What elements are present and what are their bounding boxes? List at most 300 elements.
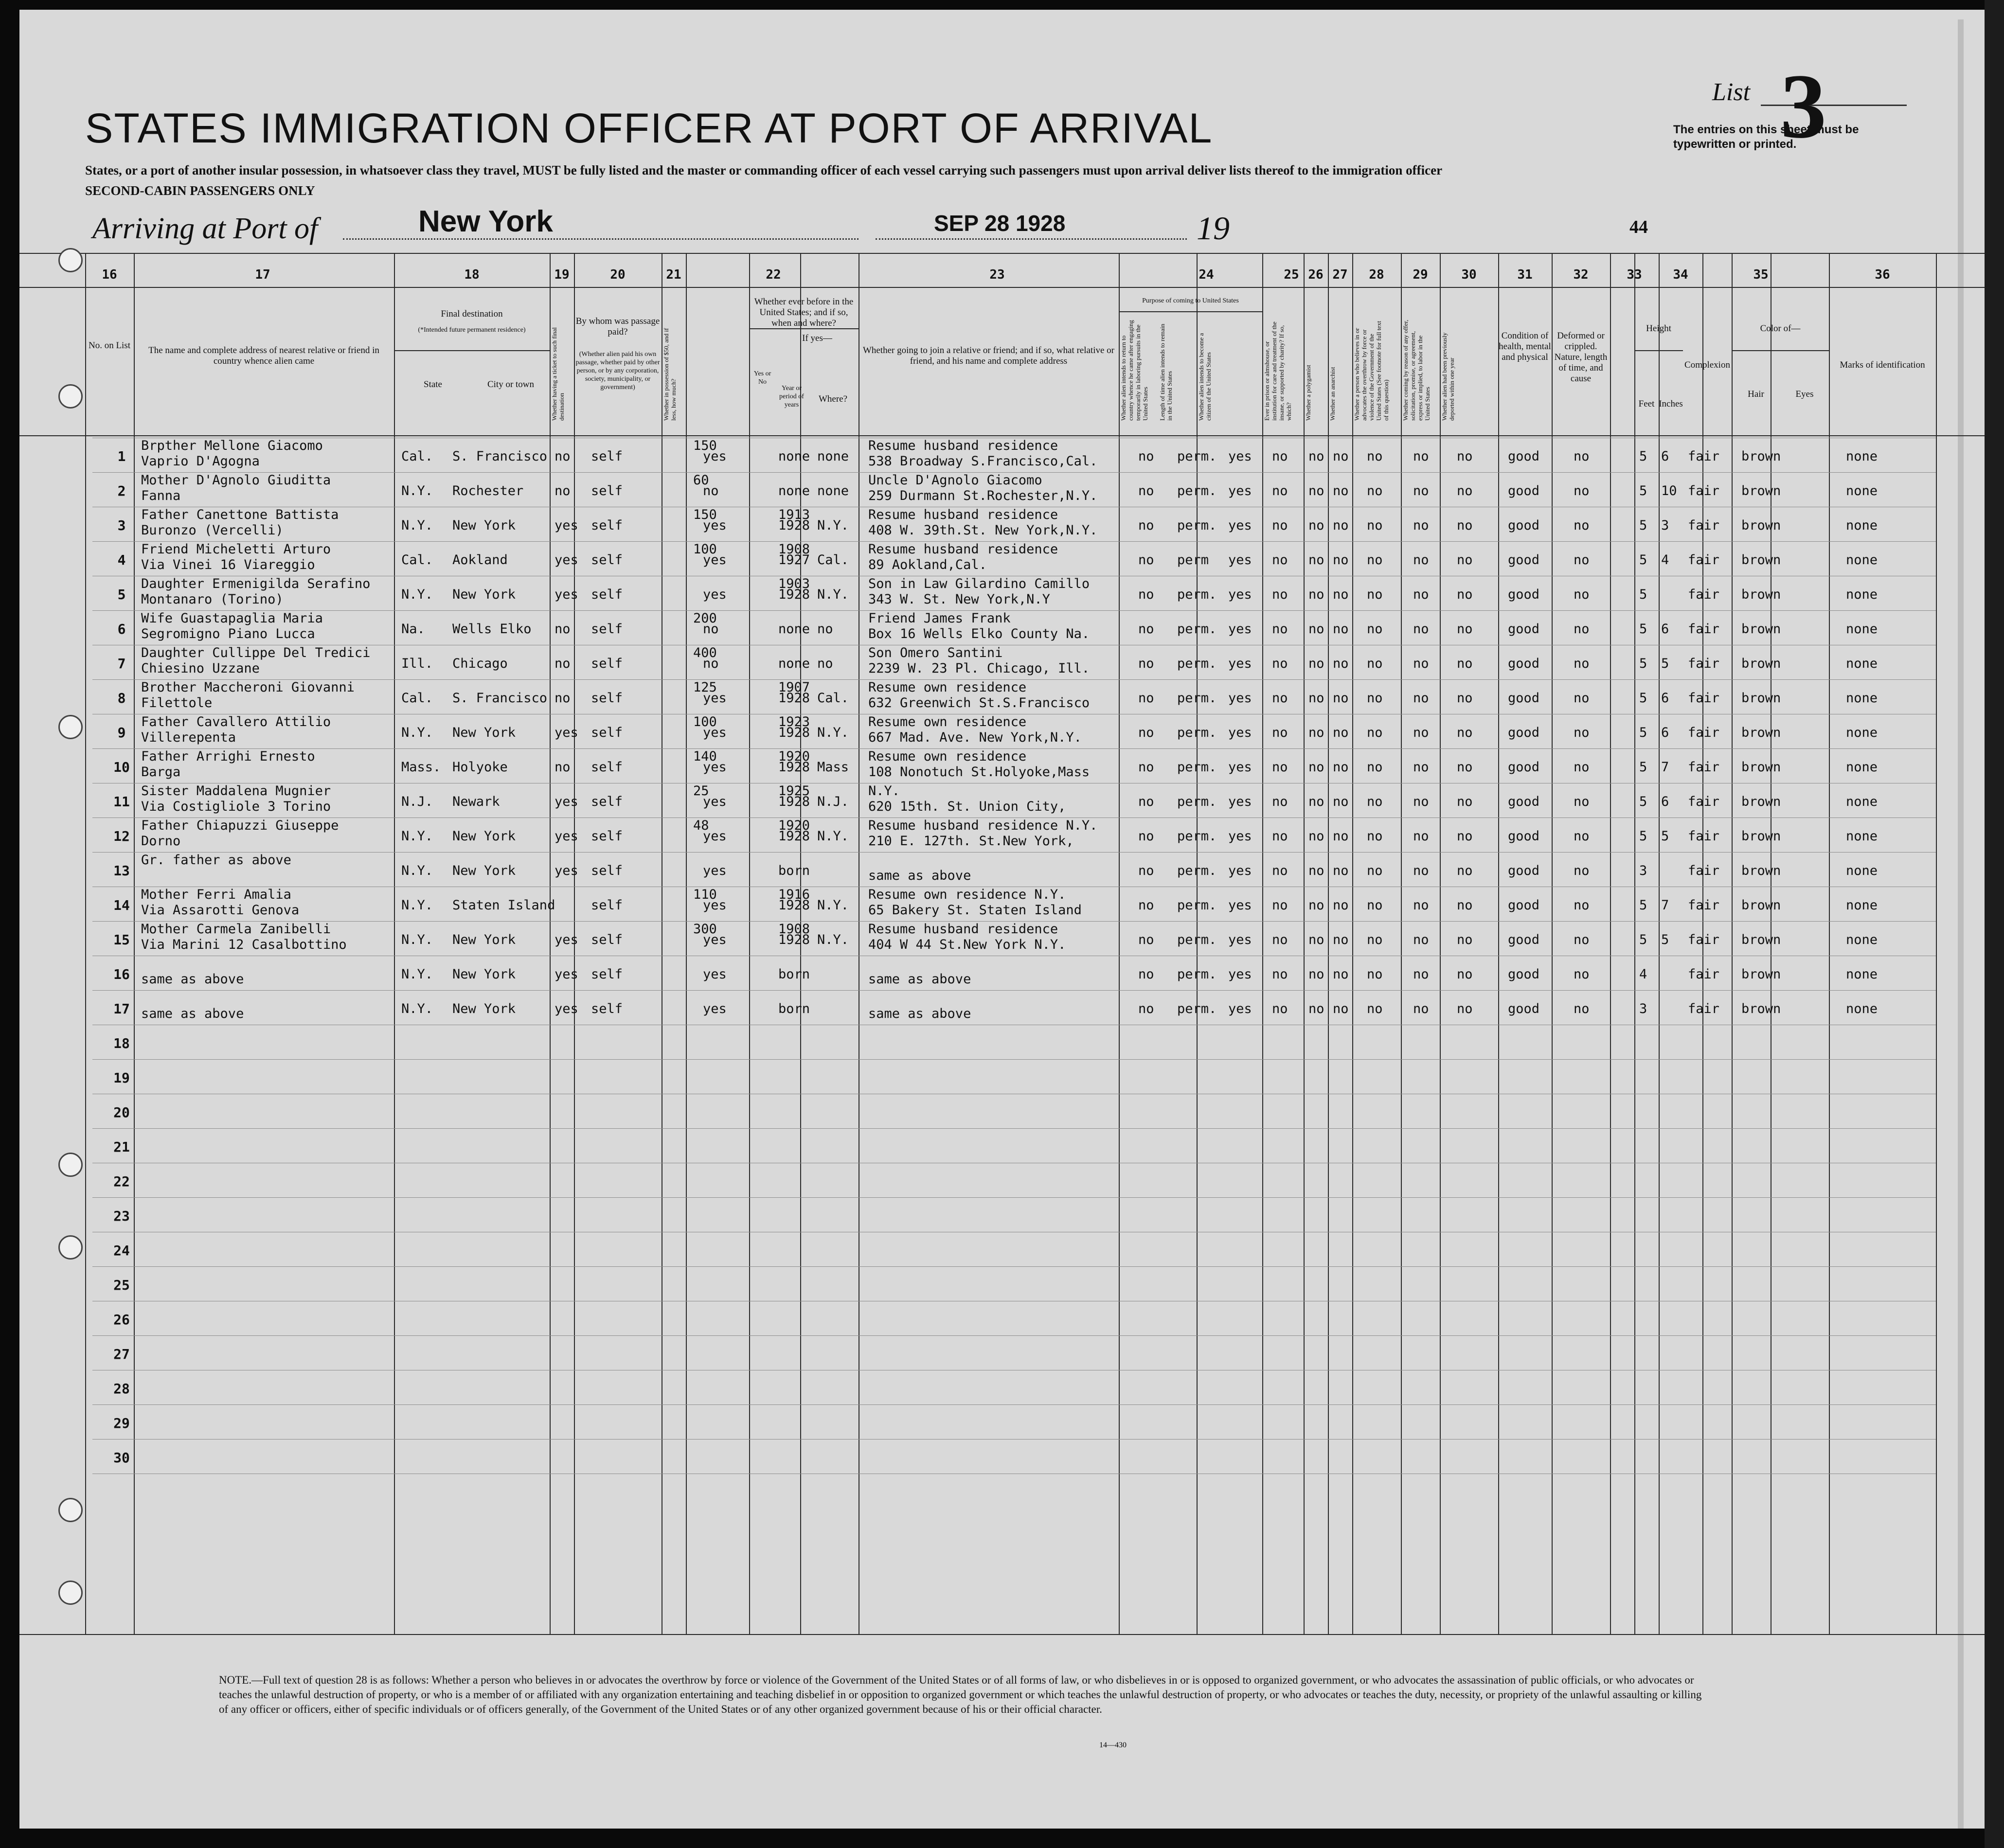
cell-health: good (1508, 656, 1540, 671)
row-rule (92, 1335, 1936, 1336)
cell-q26: no (1308, 760, 1324, 775)
cell-q26: no (1308, 863, 1324, 878)
cell-ft: 5 (1639, 760, 1647, 775)
cell-p2: perm. (1177, 587, 1217, 602)
cell-p1: no (1138, 483, 1154, 498)
cell-join2: same as above (868, 868, 971, 883)
header-deformed: Deformed or crippled. Nature, length of time, and cause (1554, 331, 1608, 384)
cell-where: none (817, 483, 849, 498)
cell-yr: 1928 (778, 794, 810, 809)
dest-subrule (394, 350, 550, 351)
cell-complexion: fair (1688, 691, 1720, 706)
cell-q30: no (1457, 587, 1473, 602)
cell-yr: born (778, 863, 810, 878)
cell-state: N.Y. (401, 967, 433, 982)
cell-ticket: yes (555, 552, 578, 568)
cell-yr1: 1925 (778, 783, 810, 799)
cell-p2: perm. (1177, 932, 1217, 947)
header-complexion: Complexion (1684, 360, 1730, 370)
page-title: STATES IMMIGRATION OFFICER AT PORT OF ARRIVAL (85, 105, 1213, 152)
cell-q29: no (1413, 898, 1429, 913)
cell-ticket: no (555, 760, 571, 775)
cell-rel2: Villerepenta (141, 730, 236, 745)
cell-complexion: fair (1688, 449, 1720, 464)
cell-in: 6 (1661, 725, 1669, 740)
cell-city: S. Francisco (452, 691, 548, 706)
column-number-32: 32 (1573, 267, 1589, 282)
cell-rel1: Mother Ferri Amalia (141, 887, 291, 902)
cell-deformed: no (1574, 932, 1590, 947)
cell-q26: no (1308, 829, 1324, 844)
cell-complexion: fair (1688, 483, 1720, 498)
header-purpose-a: Whether alien intends to return to country whence he came after engaging temporarily in laboring pursuits in the United States (1120, 320, 1149, 421)
cell-q27: no (1333, 587, 1349, 602)
cell-ft: 4 (1639, 967, 1647, 982)
cell-join2: 2239 W. 23 Pl. Chicago, Ill. (868, 661, 1090, 676)
cell-yn: yes (703, 794, 727, 809)
cell-q27: no (1333, 518, 1349, 533)
cell-city: New York (452, 932, 516, 947)
column-rule (1732, 253, 1733, 1634)
cell-p3: yes (1228, 829, 1252, 844)
row-number: 16 (113, 966, 130, 982)
column-rule (1498, 253, 1499, 1634)
cell-join1: Resume own residence (868, 749, 1027, 764)
cell-hair: brown (1741, 587, 1781, 602)
cell-marks: none (1846, 967, 1878, 982)
cell-p3: yes (1228, 483, 1252, 498)
cell-health: good (1508, 863, 1540, 878)
cell-ft: 5 (1639, 932, 1647, 947)
cell-city: Wells Elko (452, 622, 532, 637)
cell-p1: no (1138, 967, 1154, 982)
cell-q27: no (1333, 449, 1349, 464)
cell-q30: no (1457, 725, 1473, 740)
header-state: State (424, 379, 442, 390)
cell-paid: self (591, 656, 623, 671)
column-rule (1304, 253, 1305, 1634)
cell-join2: 667 Mad. Ave. New York,N.Y. (868, 730, 1082, 745)
cell-where: Cal. (817, 552, 849, 568)
cell-paid: self (591, 691, 623, 706)
cell-p2: perm. (1177, 656, 1217, 671)
cell-p2: perm. (1177, 449, 1217, 464)
cell-yn: no (703, 622, 719, 637)
cell-p3: yes (1228, 1001, 1252, 1016)
cell-state: Ill. (401, 656, 433, 671)
cell-q28: no (1367, 449, 1383, 464)
row-number: 11 (113, 794, 130, 810)
form-number: 14—430 (1099, 1741, 1127, 1749)
column-rule (1352, 253, 1353, 1634)
row-number: 28 (113, 1381, 130, 1397)
header-yes-or-no: Yes or No (753, 370, 771, 386)
cell-where: N.Y. (817, 587, 849, 602)
cell-hair: brown (1741, 725, 1781, 740)
cell-q29: no (1413, 725, 1429, 740)
cell-yr: 1928 (778, 518, 810, 533)
cell-city: Rochester (452, 483, 524, 498)
header-final-destination: Final destination (441, 309, 503, 319)
column-rule (550, 253, 551, 1634)
row-number: 6 (117, 621, 126, 637)
cell-health: good (1508, 691, 1540, 706)
cell-health: good (1508, 725, 1540, 740)
cell-health: good (1508, 587, 1540, 602)
header-final-destination-note: (*Intended future permanent residence) (418, 326, 526, 334)
row-number: 17 (113, 1001, 130, 1017)
cell-q29: no (1413, 552, 1429, 568)
cell-health: good (1508, 622, 1540, 637)
cell-paid: self (591, 829, 623, 844)
cell-city: Newark (452, 794, 500, 809)
column-rule (1328, 253, 1329, 1634)
cell-marks: none (1846, 725, 1878, 740)
cell-in: 7 (1661, 898, 1669, 913)
cell-p1: no (1138, 552, 1154, 568)
cell-paid: self (591, 794, 623, 809)
cell-state: N.Y. (401, 587, 433, 602)
cell-q27: no (1333, 898, 1349, 913)
cell-q25: no (1272, 656, 1288, 671)
cell-yr: none (778, 622, 810, 637)
cell-yr: 1928 (778, 898, 810, 913)
cell-money: 150 (693, 507, 717, 522)
cell-health: good (1508, 449, 1540, 464)
cell-marks: none (1846, 1001, 1878, 1016)
cell-ft: 5 (1639, 552, 1647, 568)
cell-state: N.Y. (401, 1001, 433, 1016)
cell-health: good (1508, 967, 1540, 982)
cell-yn: yes (703, 863, 727, 878)
cell-q26: no (1308, 1001, 1324, 1016)
cell-where: N.Y. (817, 829, 849, 844)
cell-q27: no (1333, 656, 1349, 671)
cell-rel1: Brother Maccheroni Giovanni (141, 680, 355, 695)
header-height: Height (1646, 323, 1671, 334)
cell-complexion: fair (1688, 1001, 1720, 1016)
cell-hair: brown (1741, 898, 1781, 913)
cell-join2: 343 W. St. New York,N.Y (868, 592, 1050, 607)
cell-q25: no (1272, 863, 1288, 878)
cell-paid: self (591, 760, 623, 775)
cell-q30: no (1457, 794, 1473, 809)
header-city: City or town (487, 379, 535, 390)
cell-ft: 5 (1639, 829, 1647, 844)
row-number: 8 (117, 690, 126, 706)
row-number: 10 (113, 759, 130, 775)
cell-deformed: no (1574, 863, 1590, 878)
column-number-17: 17 (255, 267, 270, 282)
cell-p2: perm. (1177, 483, 1217, 498)
cell-p1: no (1138, 829, 1154, 844)
row-number: 19 (113, 1070, 130, 1086)
cell-join2: 538 Broadway S.Francisco,Cal. (868, 454, 1098, 469)
cell-q26: no (1308, 656, 1324, 671)
cell-in: 6 (1661, 794, 1669, 809)
date-line (876, 238, 1187, 240)
cell-rel1: Father Chiapuzzi Giuseppe (141, 818, 339, 833)
cell-p1: no (1138, 587, 1154, 602)
row-number: 26 (113, 1312, 130, 1328)
cell-yn: yes (703, 725, 727, 740)
cell-rel2: Montanaro (Torino) (141, 592, 284, 607)
cell-q30: no (1457, 622, 1473, 637)
row-number: 14 (113, 897, 130, 913)
cell-health: good (1508, 932, 1540, 947)
row-number: 21 (113, 1139, 130, 1155)
header-health: Condition of health, mental and physical (1499, 331, 1551, 362)
cell-q26: no (1308, 449, 1324, 464)
cell-q29: no (1413, 967, 1429, 982)
cell-hair: brown (1741, 656, 1781, 671)
cell-p3: yes (1228, 863, 1252, 878)
column-number-23: 23 (989, 267, 1005, 282)
row-rule (92, 1404, 1936, 1405)
cell-q28: no (1367, 967, 1383, 982)
cell-yr: none (778, 483, 810, 498)
cell-p3: yes (1228, 518, 1252, 533)
cell-paid: self (591, 552, 623, 568)
cell-yn: yes (703, 587, 727, 602)
cell-q28: no (1367, 932, 1383, 947)
cell-complexion: fair (1688, 760, 1720, 775)
cell-paid: self (591, 483, 623, 498)
cell-complexion: fair (1688, 829, 1720, 844)
cell-q28: no (1367, 483, 1383, 498)
cell-p2: perm. (1177, 794, 1217, 809)
row-number: 13 (113, 863, 130, 879)
cell-q30: no (1457, 691, 1473, 706)
row-number: 29 (113, 1415, 130, 1431)
cell-deformed: no (1574, 725, 1590, 740)
cell-q27: no (1333, 967, 1349, 982)
cell-where: N.J. (817, 794, 849, 809)
cell-where: N.Y. (817, 898, 849, 913)
cell-paid: self (591, 967, 623, 982)
column-number-21: 21 (666, 267, 681, 282)
column-rule (85, 253, 86, 1634)
cell-rel2: same as above (141, 1006, 244, 1021)
cell-ticket: no (555, 622, 571, 637)
row-rule (92, 610, 1936, 611)
cell-q29: no (1413, 829, 1429, 844)
cell-yn: no (703, 483, 719, 498)
cell-in: 5 (1661, 656, 1669, 671)
subtitle-class: SECOND-CABIN PASSENGERS ONLY (85, 183, 315, 198)
cell-join2: 408 W. 39th.St. New York,N.Y. (868, 523, 1098, 538)
binder-hole (58, 1498, 83, 1522)
cell-hair: brown (1741, 863, 1781, 878)
row-number: 9 (117, 725, 126, 741)
cell-money: 300 (693, 922, 717, 937)
header-q30: Whether alien had been previously deported within one year (1441, 332, 1455, 421)
cell-hair: brown (1741, 552, 1781, 568)
cell-p2: perm. (1177, 967, 1217, 982)
cell-where: Mass (817, 760, 849, 775)
cell-money: 100 (693, 542, 717, 557)
cell-complexion: fair (1688, 898, 1720, 913)
cell-paid: self (591, 587, 623, 602)
cell-yn: yes (703, 932, 727, 947)
frame-rule (19, 253, 1985, 254)
cell-ft: 5 (1639, 656, 1647, 671)
cell-deformed: no (1574, 898, 1590, 913)
header-where: Where? (818, 394, 848, 404)
cell-yr: 1927 (778, 552, 810, 568)
binder-hole (58, 1153, 83, 1177)
cell-rel1: Wife Guastapaglia Maria (141, 611, 323, 626)
cell-rel2: Barga (141, 764, 181, 780)
cell-health: good (1508, 518, 1540, 533)
cell-join2: 210 E. 127th. St.New York, (868, 834, 1074, 849)
cell-yn: yes (703, 760, 727, 775)
cell-complexion: fair (1688, 656, 1720, 671)
cell-q26: no (1308, 587, 1324, 602)
cell-complexion: fair (1688, 932, 1720, 947)
cell-city: Holyoke (452, 760, 508, 775)
cell-ft: 5 (1639, 725, 1647, 740)
column-number-33: 33 (1627, 267, 1642, 282)
cell-p2: perm. (1177, 518, 1217, 533)
cell-where: N.Y. (817, 932, 849, 947)
cell-q29: no (1413, 932, 1429, 947)
cell-yr1: 1908 (778, 542, 810, 557)
cell-rel1: Mother D'Agnolo Giuditta (141, 473, 331, 488)
cell-in: 6 (1661, 622, 1669, 637)
row-number: 12 (113, 828, 130, 844)
row-rule (92, 990, 1936, 991)
cell-money: 125 (693, 680, 717, 695)
cell-yn: yes (703, 967, 727, 982)
cell-q27: no (1333, 794, 1349, 809)
column-number-35: 35 (1753, 267, 1769, 282)
cell-yn: yes (703, 552, 727, 568)
year-suffix: 44 (1629, 217, 1648, 237)
column-number-30: 30 (1461, 267, 1477, 282)
cell-q25: no (1272, 587, 1288, 602)
cell-join1: Resume own residence N.Y. (868, 887, 1066, 902)
cell-deformed: no (1574, 1001, 1590, 1016)
cell-state: Cal. (401, 449, 433, 464)
date-stamp: SEP 28 1928 (934, 211, 1066, 236)
cell-q30: no (1457, 1001, 1473, 1016)
row-number: 27 (113, 1346, 130, 1362)
cell-q25: no (1272, 898, 1288, 913)
header-purpose-c: Whether alien intends to become a citizen of the United States (1198, 333, 1212, 421)
cell-q25: no (1272, 552, 1288, 568)
row-number: 23 (113, 1208, 130, 1224)
cell-q29: no (1413, 483, 1429, 498)
cell-q30: no (1457, 518, 1473, 533)
row-number: 18 (113, 1035, 130, 1051)
cell-q26: no (1308, 622, 1324, 637)
list-label: List (1712, 78, 1751, 106)
cell-q27: no (1333, 622, 1349, 637)
cell-complexion: fair (1688, 622, 1720, 637)
cell-deformed: no (1574, 622, 1590, 637)
column-rule (1119, 253, 1120, 1634)
cell-hair: brown (1741, 794, 1781, 809)
cell-money: 60 (693, 473, 709, 488)
cell-q27: no (1333, 829, 1349, 844)
cell-rel1: Sister Maddalena Mugnier (141, 783, 331, 799)
cell-p2: perm. (1177, 725, 1217, 740)
cell-money: 25 (693, 783, 709, 799)
column-rule (1262, 253, 1263, 1634)
header-q28: Whether a person who believes in or advocates the overthrow by force or violence of the Government of the United States (See footnote for full text of this question) (1353, 320, 1390, 421)
cell-hair: brown (1741, 449, 1781, 464)
column-rule (394, 253, 395, 1634)
cell-ft: 5 (1639, 587, 1647, 602)
cell-yr1: 1913 (778, 507, 810, 522)
cell-marks: none (1846, 587, 1878, 602)
list-number: 3 (1780, 55, 1826, 158)
row-number: 22 (113, 1173, 130, 1190)
cell-rel2: Vaprio D'Agogna (141, 454, 260, 469)
cell-q29: no (1413, 794, 1429, 809)
column-rule (1610, 253, 1611, 1634)
cell-p1: no (1138, 760, 1154, 775)
cell-paid: self (591, 863, 623, 878)
cell-hair: brown (1741, 518, 1781, 533)
column-number-19: 19 (554, 267, 570, 282)
cell-deformed: no (1574, 760, 1590, 775)
cell-q30: no (1457, 483, 1473, 498)
cell-p1: no (1138, 622, 1154, 637)
frame-rule (19, 435, 1985, 436)
cell-city: S. Francisco (452, 449, 548, 464)
column-rule (1552, 253, 1553, 1634)
cell-health: good (1508, 898, 1540, 913)
cell-marks: none (1846, 622, 1878, 637)
cell-marks: none (1846, 656, 1878, 671)
cell-ticket: no (555, 449, 571, 464)
row-rule (92, 1128, 1936, 1129)
row-rule (92, 852, 1936, 853)
frame-rule (19, 287, 1985, 288)
cell-rel2: Via Vinei 16 Viareggio (141, 557, 315, 572)
cell-q25: no (1272, 518, 1288, 533)
cell-ticket: yes (555, 932, 578, 947)
column-rule (1659, 253, 1660, 1634)
footnote: NOTE.—Full text of question 28 is as follows: Whether a person who believes in or advocates the overthrow by force or violence of the Government of the United States or of all forms of law, or who disbelieves in or is opposed to organized government, or who advocates the assassination of public officials, or who advocates or teaches the unlawful destruction of property, or who is a member of or affiliated with any organization entertaining and teaching disbelief in or opposition to organized government or which teaches the unlawful destruction of property, or who advocates or teaches the duty, necessity, or propriety of the unlawful assaulting or killing of any officer or officers, either of specific individuals or of officers generally, of the Government of the United States or of any other organized government because of his or their official character. (219, 1674, 1702, 1715)
cell-q25: no (1272, 691, 1288, 706)
cell-join2: same as above (868, 1006, 971, 1021)
cell-city: Chicago (452, 656, 508, 671)
cell-paid: self (591, 932, 623, 947)
cell-q28: no (1367, 518, 1383, 533)
cell-state: N.Y. (401, 725, 433, 740)
cell-rel2: Dorno (141, 834, 181, 849)
cell-yn: yes (703, 518, 727, 533)
cell-city: New York (452, 829, 516, 844)
cell-marks: none (1846, 518, 1878, 533)
header-hair: Hair (1748, 389, 1764, 399)
cell-ticket: yes (555, 1001, 578, 1016)
cell-health: good (1508, 760, 1540, 775)
cell-marks: none (1846, 552, 1878, 568)
cell-join2: 89 Aokland,Cal. (868, 557, 987, 572)
cell-state: N.Y. (401, 863, 433, 878)
cell-yr1: 1903 (778, 576, 810, 591)
cell-join1: Resume husband residence (868, 438, 1058, 453)
cell-q25: no (1272, 829, 1288, 844)
cell-rel1: Daughter Cullippe Del Tredici (141, 645, 371, 660)
cell-ticket: yes (555, 587, 578, 602)
cell-q28: no (1367, 691, 1383, 706)
cell-q25: no (1272, 967, 1288, 982)
